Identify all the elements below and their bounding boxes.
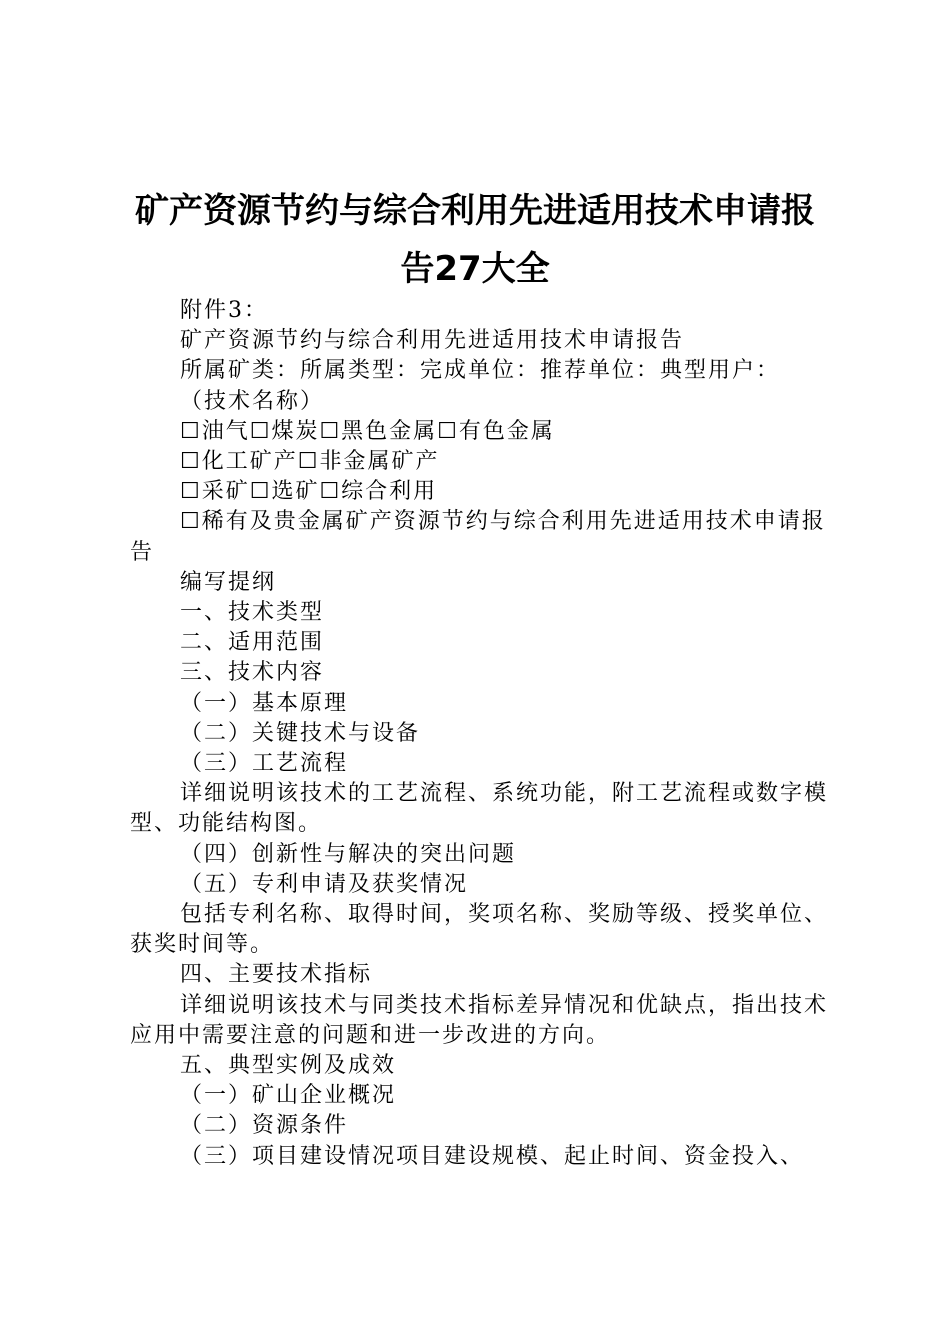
section-heading: 二、适用范围 xyxy=(180,630,325,656)
sub-heading: （四）创新性与解决的突出问题 xyxy=(180,841,517,867)
section-heading: 三、技术内容 xyxy=(180,660,325,686)
paragraph: （三）项目建设情况项目建设规模、起止时间、资金投入、 xyxy=(180,1143,805,1169)
paragraph: 详细说明该技术的工艺流程、系统功能，附工艺流程或数字模型、功能结构图。 xyxy=(130,781,829,837)
checkbox-line: ☐稀有及贵金属矿产资源节约与综合利用先进适用技术申请报告 xyxy=(130,509,826,565)
section-heading: 五、典型实例及成效 xyxy=(180,1053,397,1079)
paragraph: 附件3： xyxy=(180,298,268,323)
document-title xyxy=(110,182,840,298)
document-body xyxy=(130,296,834,1172)
sub-heading: （一）基本原理 xyxy=(180,690,349,716)
checkbox-line: ☐采矿☐选矿☐综合利用 xyxy=(180,479,438,505)
section-heading: 编写提纲 xyxy=(180,569,277,595)
sub-heading: （二）资源条件 xyxy=(180,1113,349,1139)
checkbox-line: ☐油气☐煤炭☐黑色金属☐有色金属 xyxy=(180,418,555,444)
section-heading: 四、主要技术指标 xyxy=(180,962,373,988)
checkbox-line: ☐化工矿产☐非金属矿产 xyxy=(180,449,440,475)
sub-heading: （三）工艺流程 xyxy=(180,751,349,777)
title-line-2: 告27大全 xyxy=(400,249,550,289)
paragraph: 矿产资源节约与综合利用先进适用技术申请报告 xyxy=(180,328,685,354)
sub-heading: （二）关键技术与设备 xyxy=(180,720,421,746)
sub-heading: （一）矿山企业概况 xyxy=(180,1083,397,1109)
paragraph: 详细说明该技术与同类技术指标差异情况和优缺点，指出技术应用中需要注意的问题和进一步改进的方向。 xyxy=(130,992,829,1048)
sub-heading: （五）专利申请及获奖情况 xyxy=(180,871,469,897)
paragraph: 包括专利名称、取得时间，奖项名称、奖励等级、授奖单位、获奖时间等。 xyxy=(130,902,829,958)
paragraph: （技术名称） xyxy=(180,388,325,414)
title-line-1: 矿产资源节约与综合利用先进适用技术申请报 xyxy=(135,191,815,231)
section-heading: 一、技术类型 xyxy=(180,600,325,626)
paragraph: 所属矿类：所属类型：完成单位：推荐单位：典型用户： xyxy=(180,358,781,384)
